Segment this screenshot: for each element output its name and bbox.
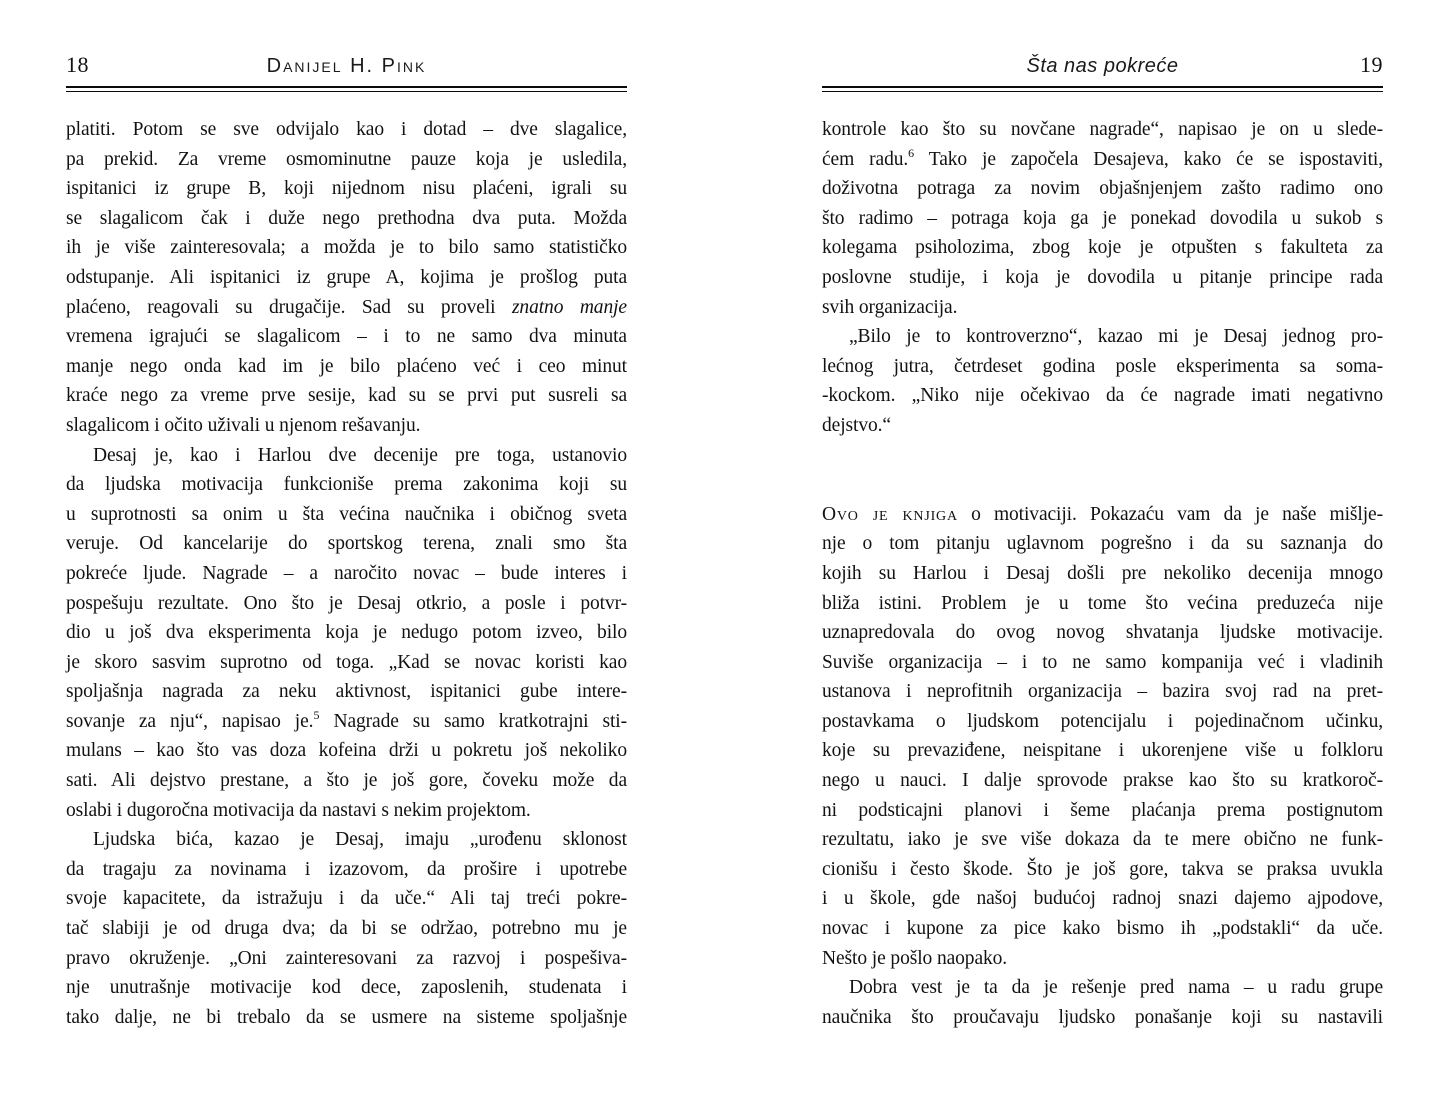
- running-title-book: Šta nas pokreće: [1026, 55, 1179, 77]
- text-line: [822, 115, 1383, 145]
- text-segment: da tragaju za novinama i izazovom, da prošire i upotrebe: [66, 858, 627, 880]
- page-right: [822, 0, 1383, 1032]
- text-segment: je skoro sasvim suprotno od toga. „Kad se novac koristi kao: [66, 651, 627, 673]
- text-line: [66, 233, 627, 263]
- text-segment: ih je više zainteresovala; a možda je to bilo samo statističko: [66, 237, 627, 259]
- text-segment: rezultatu, iako je sve više dokaza da te mere obično ne funk-: [822, 829, 1383, 851]
- text-segment: Nagrade su samo kratkotrajni sti-: [319, 710, 627, 732]
- blank-line: [822, 441, 1383, 471]
- text-segment: Dobra vest je ta da je rešenje pred nama – u radu grupe: [849, 977, 1383, 999]
- text-segment: uznapredovala do ovog novog shvatanja ljudske motivacije.: [822, 622, 1383, 644]
- text-segment: što radimo – potraga koja ga je ponekad dovodila u sukob s: [822, 207, 1383, 229]
- text-segment: svih organizacija.: [822, 296, 958, 318]
- text-line: [822, 648, 1383, 678]
- text-segment: cionišu i često škode. Što je još gore, takva se praksa uvukla: [822, 858, 1383, 880]
- footnote-reference: 5: [313, 707, 320, 722]
- text-segment: znatno manje: [511, 296, 627, 318]
- text-line: [822, 884, 1383, 914]
- text-line: [822, 973, 1383, 1003]
- text-segment: dio u još dva eksperimenta koja je nedugo potom izveo, bilo: [66, 622, 627, 644]
- text-line: [66, 1003, 627, 1033]
- text-segment: u suprotnosti sa onim u šta većina naučnika i običnog sveta: [66, 503, 627, 525]
- text-line: [822, 796, 1383, 826]
- text-line: [822, 500, 1383, 530]
- footnote-reference: 6: [908, 145, 915, 160]
- text-line: [66, 293, 627, 323]
- text-line: [66, 707, 627, 737]
- text-segment: plaćeno, reagovali su drugačije. Sad su proveli: [66, 296, 512, 318]
- text-line: [66, 973, 627, 1003]
- text-segment: nje o tom pitanju uglavnom pogrešno i da su saznanja do: [822, 533, 1383, 555]
- text-segment: Ljudska bića, kazao je Desaj, imaju „urođenu sklonost: [93, 829, 627, 851]
- text-segment: nje unutrašnje motivacije kod dece, zaposlenih, studenata i: [66, 977, 627, 999]
- text-line: [822, 145, 1383, 175]
- text-line: [66, 736, 627, 766]
- text-segment: poslovne studije, i koja je dovodila u pitanje principe rada: [822, 266, 1383, 288]
- text-line: [66, 589, 627, 619]
- text-line: [66, 559, 627, 589]
- text-line: [66, 944, 627, 974]
- text-segment: mulans – kao što vas doza kofeina drži u pokretu još nekoliko: [66, 740, 627, 762]
- text-segment: kojih su Harlou i Desaj došli pre nekoliko decenija mnogo: [822, 562, 1383, 584]
- text-segment: svoje kapacitete, da istražuju i da uče.“ Ali taj treći pokre-: [66, 888, 627, 910]
- text-line: [66, 381, 627, 411]
- text-segment: manje nego onda kad im je bilo plaćeno već i ceo minut: [66, 355, 627, 377]
- text-line: [822, 677, 1383, 707]
- text-segment: Tako je započela Desajeva, kako će se ispostaviti,: [914, 148, 1384, 170]
- text-line: [66, 884, 627, 914]
- text-segment: Ovo je knjiga: [822, 503, 958, 525]
- text-line: [822, 914, 1383, 944]
- text-line: [66, 352, 627, 382]
- text-segment: naučnika što proučavaju ljudsko ponašanje koji su nastavili: [822, 1006, 1383, 1028]
- text-segment: slagalicom i očito uživali u njenom rešavanju.: [66, 414, 421, 436]
- text-line: [822, 944, 1383, 974]
- text-line: [66, 411, 627, 441]
- text-segment: pa prekid. Za vreme osmominutne pauze koja je usledila,: [66, 148, 627, 170]
- text-line: [822, 855, 1383, 885]
- text-segment: sovanje za nju“, napisao je.: [66, 710, 314, 732]
- text-segment: postavkama o ljudskom potencijalu i pojedinačnom učinku,: [822, 710, 1383, 732]
- page-body-right: [822, 115, 1383, 1032]
- text-line: [66, 174, 627, 204]
- text-line: [822, 381, 1383, 411]
- text-segment: koje su prevaziđene, neispitane i ukorenjene više u folkloru: [822, 740, 1383, 762]
- running-title-author: Danijel H. Pink: [266, 55, 427, 77]
- text-segment: novac i kupone za pice kako bismo ih „podstakli“ da uče.: [822, 918, 1383, 940]
- text-line: [822, 707, 1383, 737]
- text-segment: ćem radu.: [822, 148, 909, 170]
- text-segment: pokreće ljude. Nagrade – a naročito novac – bude interes i: [66, 562, 627, 584]
- text-segment: pospešuju rezultate. Ono što je Desaj otkrio, a posle i potvr-: [66, 592, 627, 614]
- text-line: [66, 796, 627, 826]
- text-segment: sati. Ali dejstvo prestane, a što je još gore, čoveku može da: [66, 770, 627, 792]
- text-line: [822, 559, 1383, 589]
- text-segment: da ljudska motivacija funkcioniše prema zakonima koji su: [66, 474, 627, 496]
- text-line: [66, 914, 627, 944]
- text-segment: Nešto je pošlo naopako.: [822, 947, 1008, 969]
- text-line: [822, 589, 1383, 619]
- text-line: [822, 766, 1383, 796]
- text-segment: kraće nego za vreme prve sesije, kad su se prvi put susreli sa: [66, 385, 627, 407]
- text-segment: dejstvo.“: [822, 414, 891, 436]
- text-segment: kontrole kao što su novčane nagrade“, napisao je on u slede-: [822, 119, 1383, 140]
- text-segment: se slagalicom čak i duže nego prethodna dva puta. Možda: [66, 207, 627, 229]
- text-line: [822, 352, 1383, 382]
- text-segment: nego u nauci. I dalje sprovode prakse kao što su kratkoroč-: [822, 770, 1383, 792]
- text-line: [66, 618, 627, 648]
- text-segment: i u škole, gde našoj budućoj radnoj snazi dajemo ajpodove,: [822, 888, 1383, 910]
- running-header-left: [66, 0, 627, 86]
- text-segment: tač slabiji je od druga dva; da bi se održao, potrebno mu je: [66, 918, 627, 940]
- text-segment: kolegama psiholozima, zbog koje je otpušten s fakulteta za: [822, 237, 1383, 259]
- text-line: [66, 263, 627, 293]
- text-segment: tako dalje, ne bi trebalo da se usmere na sisteme spoljašnje: [66, 1006, 627, 1028]
- text-line: [822, 736, 1383, 766]
- text-segment: o motivaciji. Pokazaću vam da je naše mišlje-: [957, 503, 1383, 525]
- text-line: [822, 411, 1383, 441]
- text-line: [66, 529, 627, 559]
- text-segment: pravo okruženje. „Oni zainteresovani za razvoj i pospešiva-: [66, 947, 627, 969]
- text-line: [822, 263, 1383, 293]
- page-number-left: 18: [66, 52, 89, 77]
- text-segment: bliža istini. Problem je u tome što većina preduzeća nije: [822, 592, 1383, 614]
- text-line: [822, 529, 1383, 559]
- text-line: [66, 204, 627, 234]
- text-line: [66, 677, 627, 707]
- page-body-left: [66, 115, 627, 1032]
- text-segment: vremena igrajući se slagalicom – i to ne samo dva minuta: [66, 326, 627, 348]
- text-line: [822, 174, 1383, 204]
- text-line: [822, 322, 1383, 352]
- text-line: [66, 145, 627, 175]
- text-segment: lećnog jutra, četrdeset godina posle eksperimenta sa soma-: [822, 355, 1383, 377]
- text-line: [822, 618, 1383, 648]
- text-segment: Desaj je, kao i Harlou dve decenije pre toga, ustanovio: [93, 444, 627, 466]
- text-line: [66, 322, 627, 352]
- text-segment: oslabi i dugoročna motivacija da nastavi s nekim projektom.: [66, 799, 531, 821]
- text-line: [66, 500, 627, 530]
- text-segment: odstupanje. Ali ispitanici iz grupe A, kojima je prošlog puta: [66, 266, 627, 288]
- text-segment: doživotna potraga za novim objašnjenjem zašto radimo ono: [822, 178, 1383, 200]
- text-segment: Suviše organizacija – i to ne samo kompanija već i vladinih: [822, 651, 1383, 673]
- text-line: [822, 1003, 1383, 1033]
- page-left: [66, 0, 627, 1032]
- text-line: [822, 293, 1383, 323]
- blank-line: [822, 470, 1383, 500]
- text-line: [66, 441, 627, 471]
- text-segment: veruje. Od kancelarije do sportskog terena, znali smo šta: [66, 533, 627, 555]
- text-segment: ustanova i neprofitnih organizacija – bazira svoj rad na pret-: [822, 681, 1383, 703]
- text-line: [66, 825, 627, 855]
- text-segment: „Bilo je to kontroverzno“, kazao mi je Desaj jednog pro-: [849, 326, 1383, 348]
- text-segment: spoljašnja nagrada za neku aktivnost, ispitanici gube intere-: [66, 681, 627, 703]
- running-header-right: [822, 0, 1383, 86]
- text-segment: ni podsticajni planovi i šeme plaćanja prema postignutom: [822, 799, 1383, 821]
- text-line: [822, 204, 1383, 234]
- text-line: [66, 648, 627, 678]
- text-line: [66, 470, 627, 500]
- header-rule-right: [822, 86, 1383, 92]
- text-line: [66, 766, 627, 796]
- text-line: [822, 825, 1383, 855]
- text-line: [822, 233, 1383, 263]
- page-number-right: 19: [1360, 52, 1383, 77]
- text-segment: platiti. Potom se sve odvijalo kao i dotad – dve slagalice,: [66, 119, 627, 140]
- text-line: [66, 115, 627, 145]
- text-segment: -kockom. „Niko nije očekivao da će nagrade imati negativno: [822, 385, 1383, 407]
- header-rule-left: [66, 86, 627, 92]
- text-line: [66, 855, 627, 885]
- text-segment: ispitanici iz grupe B, koji nijednom nisu plaćeni, igrali su: [66, 178, 627, 200]
